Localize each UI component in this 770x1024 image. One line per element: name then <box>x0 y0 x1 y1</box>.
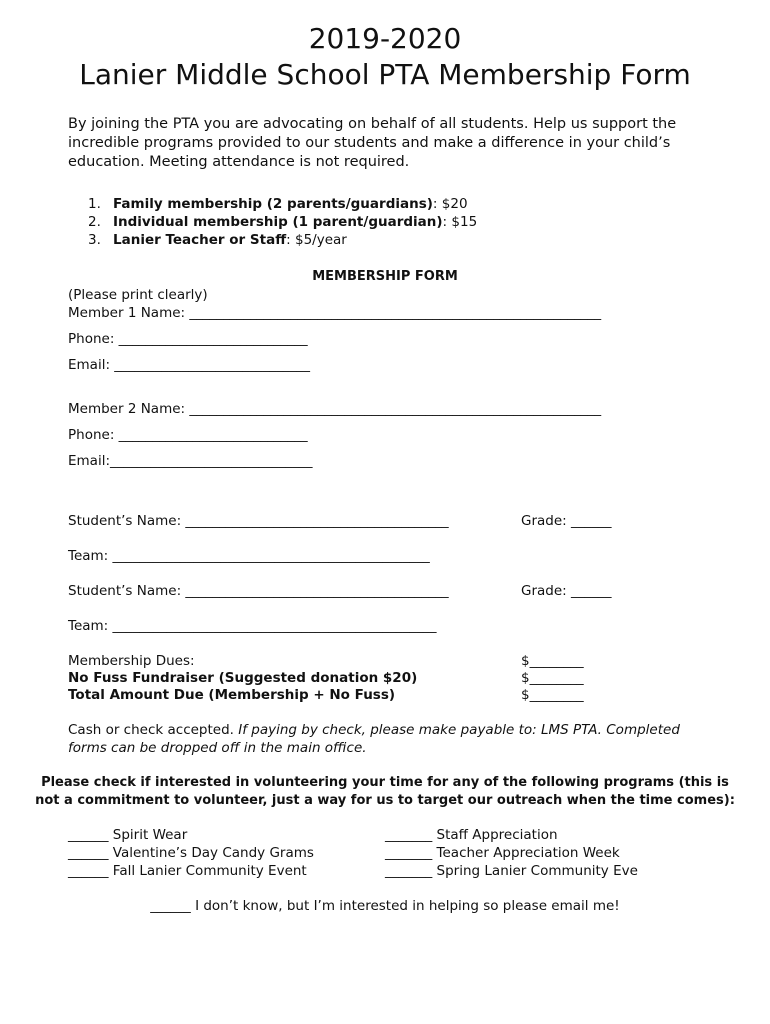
volunteer-option[interactable]: _______ Staff Appreciation <box>385 827 558 843</box>
member2-name-field[interactable]: Member 2 Name: _____________________________________________________________ <box>68 401 602 417</box>
member1-name-field[interactable]: Member 1 Name: _____________________________________________________________ <box>68 305 602 321</box>
payment-note <box>68 721 718 739</box>
option-name: Family membership (2 parents/guardians) <box>113 196 433 212</box>
student1-grade-field[interactable]: Grade: ______ <box>521 513 612 529</box>
check-note: If paying by check, please make payable to: LMS PTA. Completed <box>238 722 680 738</box>
option-price: : $5/year <box>286 232 347 248</box>
intro-paragraph: By joining the PTA you are advocating on behalf of all students. Help us support the incredible programs provided to our students and make a difference in your child’s education. Meeting attendance is not required. <box>68 116 677 170</box>
option-number: 3. <box>88 232 101 248</box>
membership-form-heading: MEMBERSHIP FORM <box>312 269 458 284</box>
volunteer-option[interactable]: ______ Spirit Wear <box>68 827 188 843</box>
volunteer-option[interactable]: ______ Valentine’s Day Candy Grams <box>68 845 314 861</box>
team2-field[interactable]: Team: ________________________________________________ <box>68 618 437 634</box>
option-name: Lanier Teacher or Staff <box>113 232 287 248</box>
print-note: (Please print clearly) <box>68 287 208 303</box>
fundraiser-label: No Fuss Fundraiser (Suggested donation $20) <box>68 670 418 686</box>
student1-name-field[interactable]: Student’s Name: _______________________________________ <box>68 513 449 529</box>
team1-field[interactable]: Team: _______________________________________________ <box>68 548 430 564</box>
volunteer-heading-line1: Please check if interested in volunteering your time for any of the following programs (this is <box>41 775 729 790</box>
membership-option-list <box>88 195 477 249</box>
cash-note: Cash or check accepted. <box>68 722 234 738</box>
fundraiser-amount[interactable]: $________ <box>521 670 584 686</box>
total-due-amount[interactable]: $________ <box>521 687 584 703</box>
member1-email-field[interactable]: Email: _____________________________ <box>68 357 311 373</box>
email-me-option[interactable]: ______ I don’t know, but I’m interested in helping so please email me! <box>150 898 620 914</box>
check-note-continued: forms can be dropped off in the main office. <box>68 740 367 756</box>
option-number: 2. <box>88 214 101 230</box>
member2-email-field[interactable]: Email:______________________________ <box>68 453 313 469</box>
volunteer-heading-line2: not a commitment to volunteer, just a way for us to target our outreach when the time comes): <box>35 793 735 808</box>
option-price: : $20 <box>432 196 468 212</box>
volunteer-option[interactable]: _______ Teacher Appreciation Week <box>385 845 620 861</box>
student2-grade-field[interactable]: Grade: ______ <box>521 583 612 599</box>
membership-option <box>88 213 477 231</box>
volunteer-option[interactable]: ______ Fall Lanier Community Event <box>68 863 307 879</box>
year-heading: 2019-2020 <box>308 22 462 55</box>
volunteer-option[interactable]: _______ Spring Lanier Community Eve <box>385 863 638 879</box>
membership-dues-amount[interactable]: $________ <box>521 653 584 669</box>
member1-phone-field[interactable]: Phone: ____________________________ <box>68 331 308 347</box>
membership-option <box>88 195 477 213</box>
member2-phone-field[interactable]: Phone: ____________________________ <box>68 427 308 443</box>
total-due-label: Total Amount Due (Membership + No Fuss) <box>68 687 396 703</box>
membership-option <box>88 231 477 249</box>
option-number: 1. <box>88 196 101 212</box>
option-price: : $15 <box>442 214 478 230</box>
option-name: Individual membership (1 parent/guardian) <box>113 214 443 230</box>
page-title: Lanier Middle School PTA Membership Form <box>79 58 691 91</box>
student2-name-field[interactable]: Student’s Name: _______________________________________ <box>68 583 449 599</box>
membership-dues-label: Membership Dues: <box>68 653 195 669</box>
